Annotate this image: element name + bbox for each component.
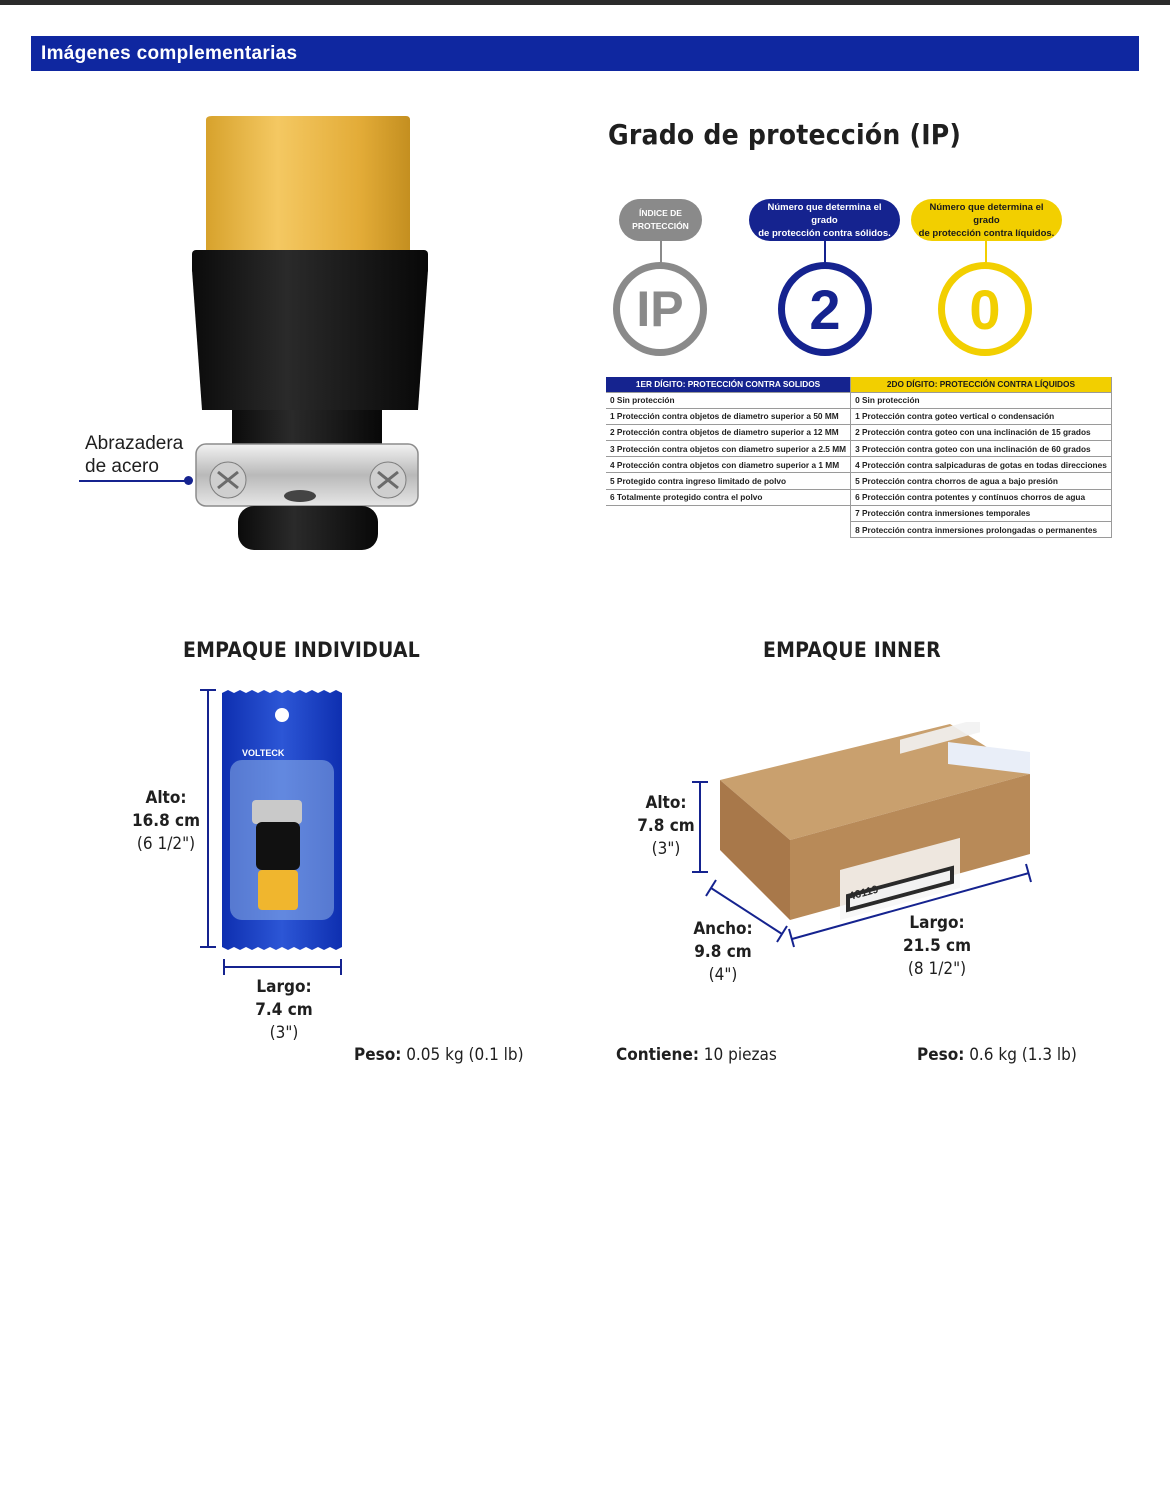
table-row: [606, 473, 1111, 489]
socket-product-image: [180, 110, 440, 560]
individual-largo-value: 7.4 cm: [255, 1000, 313, 1020]
callout-dot: [184, 476, 193, 485]
individual-largo-label: Largo:: [256, 977, 312, 997]
ip-table: [606, 377, 1112, 538]
ip-digit-1: 2: [778, 262, 872, 356]
pill-liquids-line-1: Número que determina el grado: [929, 201, 1044, 226]
ip-cell-solids: [606, 505, 851, 521]
ip-cell-solids: 0 Sin protección: [606, 392, 851, 408]
individual-alto-alt: (6 1/2"): [136, 834, 196, 854]
package-brand: VOLTECK: [242, 748, 285, 758]
ip-cell-liquids: 5 Protección contra chorros de agua a bajo presión: [851, 473, 1112, 489]
ip-cell-solids: 6 Totalmente protegido contra el polvo: [606, 489, 851, 505]
ip-cell-liquids: 0 Sin protección: [851, 392, 1112, 408]
pill-liquids-line-2: de protección contra líquidos.: [918, 227, 1055, 239]
individual-largo: [244, 976, 324, 1045]
pill-index-line-1: ÍNDICE DE: [639, 208, 682, 218]
inner-peso-label: Peso:: [917, 1045, 965, 1065]
inner-alto-label: Alto:: [645, 793, 687, 813]
individual-peso: [354, 1045, 524, 1065]
ip-cell-solids: 3 Protección contra objetos con diametro superior a 2.5 MM: [606, 441, 851, 457]
inner-largo-value: 21.5 cm: [902, 936, 972, 956]
pill-liquids: [911, 199, 1062, 241]
ip-cell-liquids: 7 Protección contra inmersiones temporales: [851, 505, 1112, 521]
table-row: [606, 489, 1111, 505]
ip-cell-solids: [606, 522, 851, 538]
inner-ancho-value: 9.8 cm: [694, 942, 752, 962]
ip-title: Grado de protección (IP): [608, 118, 962, 151]
table-row: [606, 408, 1111, 424]
individual-title: EMPAQUE INDIVIDUAL: [183, 638, 420, 662]
inner-contiene: [616, 1045, 777, 1065]
ip-table-header-liquids: 2DO DÍGITO: PROTECCIÓN CONTRA LÍQUIDOS: [851, 377, 1112, 392]
callout-line: [79, 480, 189, 482]
ip-cell-liquids: 1 Protección contra goteo vertical o condensación: [851, 408, 1112, 424]
table-row: [606, 457, 1111, 473]
inner-alto-alt: (3"): [651, 839, 681, 859]
ip-table-header-solids: 1ER DÍGITO: PROTECCIÓN CONTRA SOLIDOS: [606, 377, 851, 392]
inner-largo-label: Largo:: [909, 913, 965, 933]
individual-alto: [127, 787, 205, 856]
table-row: [606, 441, 1111, 457]
inner-ancho: [683, 918, 763, 987]
table-row: [606, 505, 1111, 521]
pill-index: [619, 199, 702, 241]
top-rule: [0, 0, 1170, 5]
ip-cell-liquids: 8 Protección contra inmersiones prolongadas o permanentes: [851, 522, 1112, 538]
pill-solids-line-2: de protección contra sólidos.: [758, 227, 891, 239]
inner-alto-value: 7.8 cm: [637, 816, 695, 836]
inner-largo: [893, 912, 981, 981]
ip-table-header-row: [606, 377, 1111, 392]
pill-solids: [749, 199, 900, 241]
inner-alto: [632, 792, 700, 861]
ip-cell-liquids: 3 Protección contra goteo con una inclinación de 60 grados: [851, 441, 1112, 457]
ip-cell-solids: 5 Protegido contra ingreso limitado de polvo: [606, 473, 851, 489]
callout-label: [85, 432, 183, 478]
connector-solids: [824, 241, 826, 263]
table-row: [606, 424, 1111, 440]
inner-contiene-value: 10 piezas: [703, 1045, 777, 1065]
individual-peso-value: 0.05 kg (0.1 lb): [406, 1045, 524, 1065]
individual-package-image: [222, 690, 342, 950]
ip-digit-2: 0: [938, 262, 1032, 356]
individual-largo-alt: (3"): [269, 1023, 299, 1043]
callout-line-2: de acero: [85, 456, 159, 477]
individual-alto-value: 16.8 cm: [131, 811, 201, 831]
callout-line-1: Abrazadera: [85, 433, 184, 454]
ip-cell-liquids: 2 Protección contra goteo con una inclinación de 15 grados: [851, 424, 1112, 440]
connector-liquids: [985, 241, 987, 263]
inner-contiene-label: Contiene:: [616, 1045, 699, 1065]
ip-cell-solids: 4 Protección contra objetos con diametro superior a 1 MM: [606, 457, 851, 473]
inner-ancho-alt: (4"): [708, 965, 738, 985]
pill-index-line-2: PROTECCIÓN: [632, 221, 689, 231]
pill-solids-line-1: Número que determina el grado: [767, 201, 882, 226]
inner-peso: [917, 1045, 1077, 1065]
ip-cell-solids: 1 Protección contra objetos de diametro superior a 50 MM: [606, 408, 851, 424]
ip-cell-solids: 2 Protección contra objetos de diametro superior a 12 MM: [606, 424, 851, 440]
table-row: [606, 392, 1111, 408]
table-row: [606, 522, 1111, 538]
ip-cell-liquids: 4 Protección contra salpicaduras de gotas en todas direcciones: [851, 457, 1112, 473]
ip-code-prefix: IP: [613, 262, 707, 356]
inner-largo-alt: (8 1/2"): [907, 959, 967, 979]
ip-cell-liquids: 6 Protección contra potentes y contínuos chorros de agua: [851, 489, 1112, 505]
individual-alto-label: Alto:: [145, 788, 187, 808]
individual-peso-label: Peso:: [354, 1045, 402, 1065]
box-code: 46119: [847, 883, 880, 903]
inner-title: EMPAQUE INNER: [763, 638, 941, 662]
inner-peso-value: 0.6 kg (1.3 lb): [969, 1045, 1077, 1065]
connector-index: [660, 241, 662, 263]
section-header: Imágenes complementarias: [31, 36, 1139, 71]
inner-ancho-label: Ancho:: [693, 919, 753, 939]
